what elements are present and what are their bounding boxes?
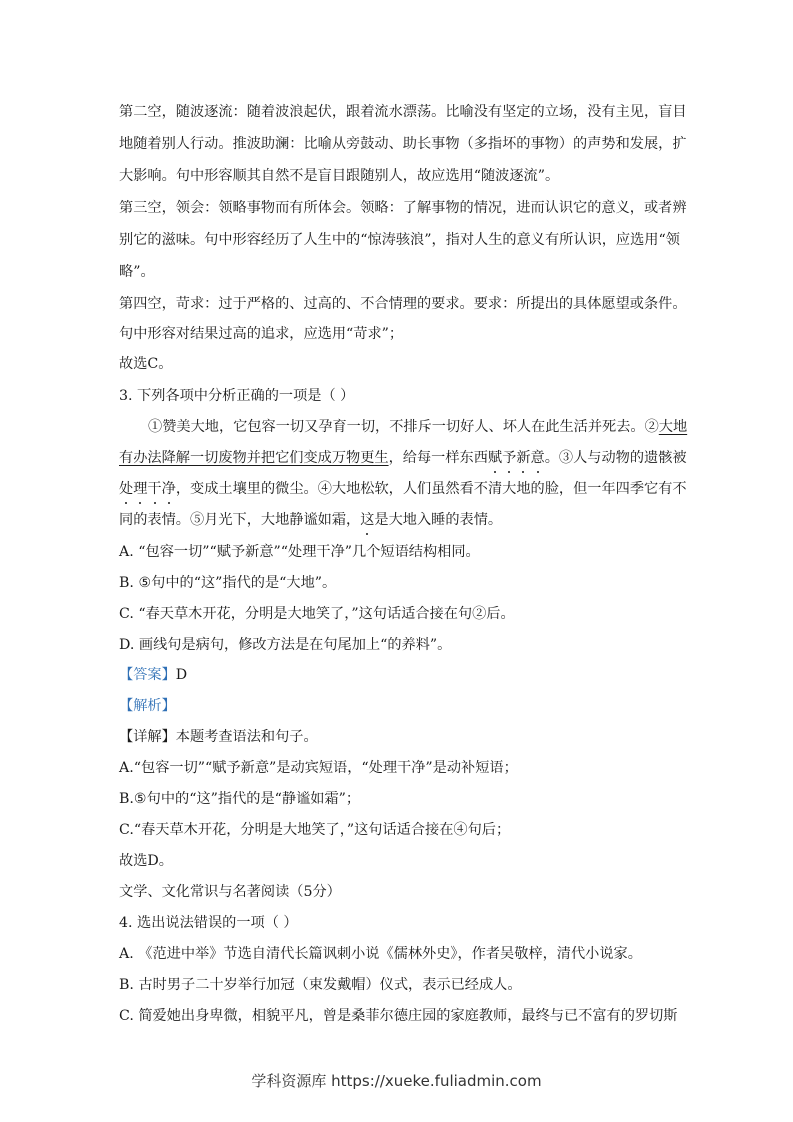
q3-passage-line3 <box>119 479 687 499</box>
q4-option-a: A. 《范进中举》节选自清代长篇讽刺小说《儒林外史》，作者吴敬梓，清代小说家。 <box>119 946 642 962</box>
q3-passage-text: ①赞美大地，它包容一切又孕育一切，不排斥一切好人、坏人在此生活并死去。② <box>148 419 659 435</box>
blank2-line1: 第二空，随波逐流：随着波浪起伏，跟着流水漂荡。比喻没有坚定的立场，没有主见，盲目 <box>119 104 687 120</box>
footer-watermark: 学科资源库 https://xueke.fuliadmin.com <box>251 1072 542 1090</box>
detail-line-c: C.“春天草木开花，分明是大地笑了，”这句话适合接在④句后； <box>119 822 511 838</box>
dotted-char: 干 <box>147 481 162 497</box>
dotted-char: 意 <box>530 450 545 466</box>
q3-conclusion: 故选D。 <box>119 853 173 869</box>
q3-passage-text: 是大地入睡的表情。 <box>374 512 503 528</box>
q3-option-c: C. “春天草木开花，分明是大地笑了，”这句话适合接在句②后。 <box>119 606 515 622</box>
section-title: 文学、文化常识与名著阅读（5分） <box>119 884 341 900</box>
analysis-tag: 【解析】 <box>119 698 176 714</box>
blank3-line3: 略”。 <box>119 264 155 280</box>
underlined-sentence: 有办法降解一切废物并把它们变成万物更生 <box>119 450 389 466</box>
q3-option-d: D. 画线句是病句，修改方法是在句尾加上“的养料”。 <box>119 637 452 653</box>
blank3-line1: 第三空，领会：领略事物而有所体会。领略：了解事物的情况，进而认识它的意义，或者辨 <box>119 200 687 216</box>
analysis-conclusion: 故选C。 <box>119 356 173 372</box>
answer-tag: 【答案】 <box>119 667 176 683</box>
q3-passage-text: 。③人与动物的遗骸被 <box>544 450 687 466</box>
q3-passage-text: ，变成土壤里的微尘。④大地松软，人们虽然看不清大地的脸，但一年四季它有不 <box>175 481 687 497</box>
q3-passage-text: ，给每一样东西 <box>388 450 488 466</box>
dotted-char: 赋 <box>487 450 503 466</box>
q3-passage-line1 <box>148 417 687 437</box>
dotted-char: 理 <box>133 481 148 497</box>
q3-passage-line4 <box>119 510 502 530</box>
detail-line-b: B.⑤句中的“这”指代的是“静谧如霜”； <box>119 791 361 807</box>
blank4-line2: 句中形容对结果过高的追求，应选用“苛求”； <box>119 326 404 342</box>
dotted-char: 这 <box>360 512 375 528</box>
answer-value: D <box>175 667 188 683</box>
detail-heading: 【详解】本题考查语法和句子。 <box>119 729 318 745</box>
dotted-char: 净 <box>161 481 176 497</box>
dotted-char: 予 <box>502 450 517 466</box>
q3-stem: 3. 下列各项中分析正确的一项是（ ） <box>119 388 355 404</box>
q4-stem: 4. 选出说法错误的一项（ ） <box>119 915 298 931</box>
q3-option-a: A. “包容一切”“赋予新意”“处理干净”几个短语结构相同。 <box>119 544 480 560</box>
q3-passage-text: 同的表情。⑤月光下，大地静谧如霜， <box>119 512 361 528</box>
blank2-line3: 大影响。句中形容顺其自然不是盲目跟随别人，故应选用“随波逐流”。 <box>119 168 560 184</box>
blank4-line1: 第四空，苛求：过于严格的、过高的、不合情理的要求。要求：所提出的具体愿望或条件。 <box>119 296 687 312</box>
q4-option-b: B. 古时男子二十岁举行加冠（束发戴帽）仪式，表示已经成人。 <box>119 977 522 993</box>
blank3-line2: 别它的滋味。句中形容经历了人生中的“惊涛骇浪”，指对人生的意义有所认识，应选用“领 <box>119 232 680 248</box>
q3-answer <box>119 665 187 685</box>
underlined-sentence: 大地 <box>658 419 688 435</box>
q3-passage-line2 <box>119 448 687 468</box>
dotted-char: 新 <box>516 450 531 466</box>
blank2-line2: 地随着别人行动。推波助澜：比喻从旁鼓动、助长事物（多指坏的事物）的声势和发展，扩 <box>119 136 687 152</box>
q3-option-b: B. ⑤句中的“这”指代的是“大地”。 <box>119 575 337 591</box>
q4-option-c: C. 简爱她出身卑微，相貌平凡，曾是桑菲尔德庄园的家庭教师，最终与已不富有的罗切斯 <box>119 1008 678 1024</box>
dotted-char: 处 <box>119 481 134 497</box>
detail-line-a: A.“包容一切”“赋予新意”是动宾短语，“处理干净”是动补短语； <box>119 760 518 776</box>
